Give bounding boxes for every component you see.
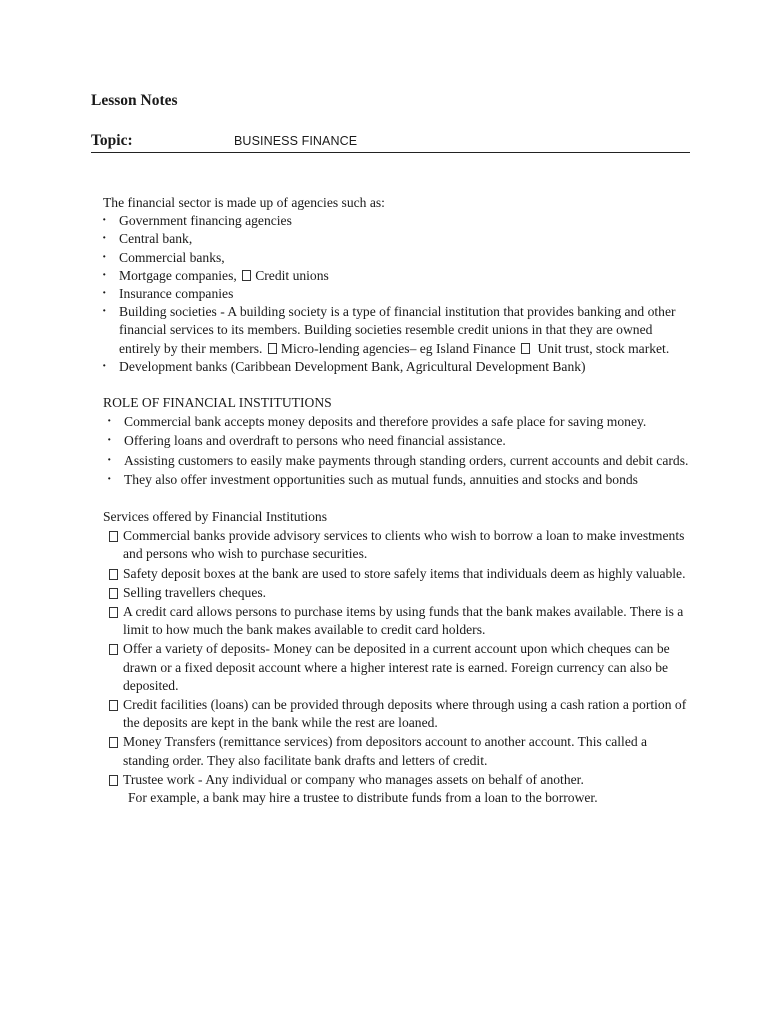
document-title: Lesson Notes [91, 92, 178, 109]
list-item: Trustee work - Any individual or company who manages assets on behalf of another. For example, a bank may hire a trustee to distribute funds from a loan to the borrower. [109, 771, 693, 807]
list-item: · Building societies - A building society is a type of financial institution that provides banking and other financial services to its members. Building societies resemble credit unions in that they are owned entirely by their members. Micro-lending agencies– eg Island Finance Unit trust, stock market. [103, 303, 693, 358]
list-item: · Insurance companies [103, 285, 693, 303]
list-item: Commercial banks provide advisory services to clients who wish to borrow a loan to make investments and persons who wish to purchase securities. [109, 527, 693, 563]
list-item: · Offering loans and overdraft to persons who need financial assistance. [103, 432, 693, 450]
list-item: · They also offer investment opportunities such as mutual funds, annuities and stocks and bonds [103, 471, 693, 489]
missing-glyph-icon [242, 270, 251, 281]
missing-glyph-icon [109, 775, 118, 786]
missing-glyph-icon [268, 343, 277, 354]
list-item: Money Transfers (remittance services) from depositors account to another account. This called a standing order. They also facilitate bank drafts and letters of credit. [109, 733, 693, 769]
list-item: · Development banks (Caribbean Development Bank, Agricultural Development Bank) [103, 358, 693, 376]
list-item: Selling travellers cheques. [109, 584, 693, 602]
list-item: · Mortgage companies, Credit unions [103, 267, 693, 285]
missing-glyph-icon [109, 531, 118, 542]
list-item: · Commercial banks, [103, 249, 693, 267]
topic-row [91, 132, 690, 153]
services-list [109, 527, 693, 807]
list-item: · Central bank, [103, 230, 693, 248]
notes-body [103, 194, 693, 807]
sector-list [103, 212, 693, 376]
role-list [103, 413, 693, 489]
list-item: · Assisting customers to easily make payments through standing orders, current accounts and debit cards. [103, 452, 693, 470]
missing-glyph-icon [109, 588, 118, 599]
missing-glyph-icon [109, 607, 118, 618]
list-item: · Government financing agencies [103, 212, 693, 230]
role-heading: ROLE OF FINANCIAL INSTITUTIONS [103, 395, 332, 411]
list-item: Safety deposit boxes at the bank are used to store safely items that individuals deem as highly valuable. [109, 565, 693, 583]
missing-glyph-icon [109, 569, 118, 580]
missing-glyph-icon [521, 343, 530, 354]
services-heading: Services offered by Financial Institutions [103, 509, 327, 525]
sector-intro: The financial sector is made up of agencies such as: [103, 195, 385, 210]
list-item: Credit facilities (loans) can be provided through deposits where through using a cash ration a portion of the deposits are kept in the bank while the rest are loaned. [109, 696, 693, 732]
list-item: Offer a variety of deposits- Money can be deposited in a current account upon which cheques can be drawn or a fixed deposit account where a higher interest rate is earned. Foreign currency can also be deposited. [109, 640, 693, 695]
topic-label: Topic: [91, 132, 133, 149]
list-item: A credit card allows persons to purchase items by using funds that the bank makes available. There is a limit to how much the bank makes available to credit card holders. [109, 603, 693, 639]
missing-glyph-icon [109, 644, 118, 655]
list-item: · Commercial bank accepts money deposits and therefore provides a safe place for saving money. [103, 413, 693, 431]
topic-value: BUSINESS FINANCE [234, 134, 358, 148]
missing-glyph-icon [109, 700, 118, 711]
missing-glyph-icon [109, 737, 118, 748]
